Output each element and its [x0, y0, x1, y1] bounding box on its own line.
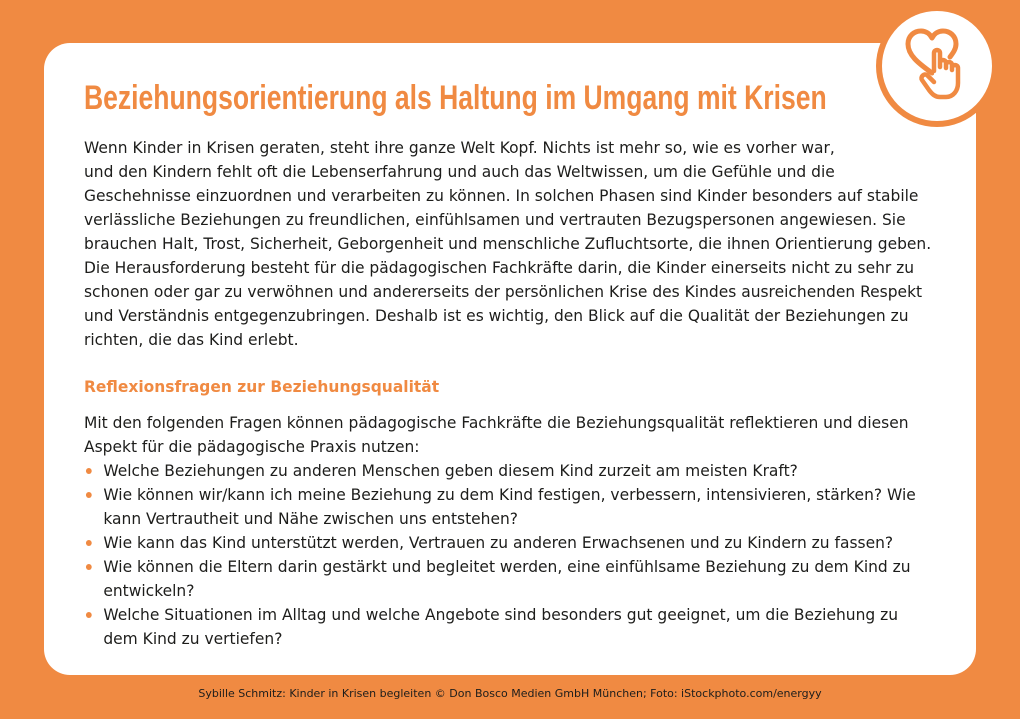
body-line: richten, die das Kind erlebt.	[84, 330, 299, 349]
badge-inner	[882, 11, 992, 121]
body-line: schonen oder gar zu verwöhnen und andererseits der persönlichen Krise des Kindes ausreichenden Respekt	[84, 282, 923, 301]
question-line: kann Vertrautheit und Nähe zwischen uns entstehen?	[103, 509, 519, 528]
question-line: Welche Situationen im Alltag und welche Angebote sind besonders gut geeignet, um die Beziehung zu	[103, 605, 899, 624]
body-line: Wenn Kinder in Krisen geraten, steht ihre ganze Welt Kopf. Nichts ist mehr so, wie es vorher war,	[84, 138, 835, 157]
question-line: Wie können wir/kann ich meine Beziehung zu dem Kind festigen, verbessern, intensivieren, stärken? Wie	[103, 485, 916, 504]
question-item	[84, 459, 954, 483]
question-item	[84, 603, 954, 651]
copyright-footer: Sybille Schmitz: Kinder in Krisen begleiten © Don Bosco Medien GmbH München; Foto: iStockphoto.com/energyy	[198, 687, 822, 700]
questions-intro	[84, 411, 954, 459]
question-item	[84, 531, 954, 555]
intro-line: Mit den folgenden Fragen können pädagogische Fachkräfte die Beziehungsqualität reflektieren und diesen	[84, 413, 909, 432]
body-line: Die Herausforderung besteht für die pädagogischen Fachkräfte darin, die Kinder einerseits nicht zu sehr zu	[84, 258, 915, 277]
question-line: entwickeln?	[103, 581, 195, 600]
question-line: Wie kann das Kind unterstützt werden, Vertrauen zu anderen Erwachsenen und zu Kindern zu fassen?	[103, 533, 894, 552]
question-item	[84, 555, 954, 603]
question-item	[84, 483, 954, 531]
heart-hand-icon	[898, 27, 976, 105]
body-paragraph	[84, 136, 954, 352]
question-list	[84, 459, 954, 651]
body-line: und Verständnis entgegenzubringen. Deshalb ist es wichtig, den Blick auf die Qualität der Beziehungen zu	[84, 306, 909, 325]
intro-line: Aspekt für die pädagogische Praxis nutzen:	[84, 437, 420, 456]
question-line: dem Kind zu vertiefen?	[103, 629, 283, 648]
body-line: verlässliche Beziehungen zu freundlichen, einfühlsamen und vertrauten Bezugspersonen angewiesen. Sie	[84, 210, 906, 229]
question-line: Welche Beziehungen zu anderen Menschen geben diesem Kind zurzeit am meisten Kraft?	[103, 461, 798, 480]
topic-badge	[876, 5, 998, 127]
section-heading: Reflexionsfragen zur Beziehungsqualität	[84, 377, 440, 396]
body-line: und den Kindern fehlt oft die Lebenserfahrung und auch das Weltwissen, um die Gefühle und die	[84, 162, 835, 181]
page-title: Beziehungsorientierung als Haltung im Umgang mit Krisen	[84, 79, 827, 117]
body-line: Geschehnisse einzuordnen und verarbeiten zu können. In solchen Phasen sind Kinder besonders auf stabile	[84, 186, 919, 205]
question-line: Wie können die Eltern darin gestärkt und begleitet werden, eine einfühlsame Beziehung zu dem Kind zu	[103, 557, 911, 576]
body-line: brauchen Halt, Trost, Sicherheit, Geborgenheit und menschliche Zufluchtsorte, die ihnen Orientierung geben.	[84, 234, 932, 253]
